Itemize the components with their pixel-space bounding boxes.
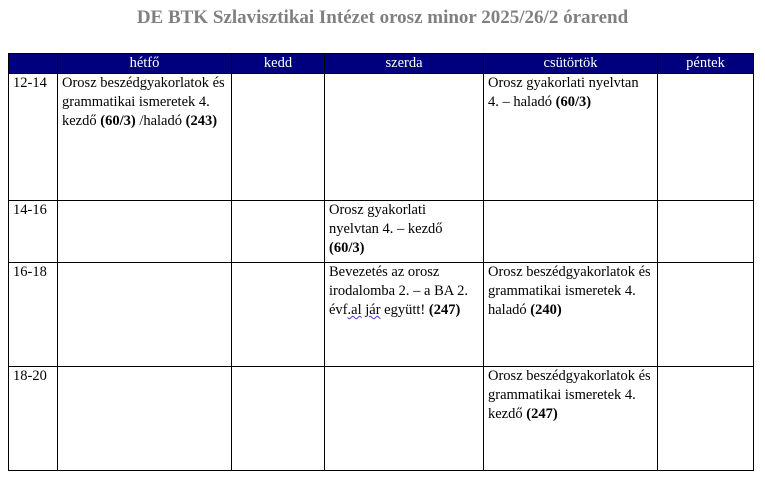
time-slot: 12-14 [9, 74, 58, 201]
class-text: együtt! [380, 302, 429, 318]
timetable [8, 53, 754, 471]
class-text: Orosz gyakorlati nyelvtan 4. – haladó [488, 75, 639, 110]
table-row [9, 367, 754, 471]
class-cell [484, 263, 658, 367]
room-label: (247) [526, 406, 558, 422]
table-row [9, 263, 754, 367]
spellcheck-text: .al [347, 302, 362, 318]
class-text: Orosz beszédgyakorlatok és grammatikai ismeretek 4. kezdő [488, 368, 651, 422]
class-cell [58, 74, 232, 201]
header-day-pentek: péntek [658, 54, 754, 74]
room-label: (60/3) [329, 240, 365, 256]
empty-cell [232, 367, 325, 471]
empty-cell [232, 201, 325, 263]
page-title: DE BTK Szlavisztikai Intézet orosz minor 2025/26/2 órarend [136, 7, 629, 28]
room-label: (247) [428, 302, 461, 318]
empty-cell [325, 367, 484, 471]
class-cell [484, 74, 658, 201]
empty-cell [658, 263, 754, 367]
empty-cell [58, 201, 232, 263]
class-cell [484, 367, 658, 471]
empty-cell [58, 367, 232, 471]
room-label: (240) [530, 302, 562, 318]
room-label: (243) [185, 113, 218, 129]
time-slot: 16-18 [9, 263, 58, 367]
empty-cell [658, 201, 754, 263]
class-cell [325, 201, 484, 263]
empty-cell [232, 263, 325, 367]
table-row [9, 201, 754, 263]
header-day-kedd: kedd [232, 54, 325, 74]
empty-cell [232, 74, 325, 201]
empty-cell [58, 263, 232, 367]
room-label: (60/3) [555, 94, 592, 110]
time-slot: 18-20 [9, 367, 58, 471]
empty-cell [484, 201, 658, 263]
empty-cell [658, 74, 754, 201]
header-row [9, 54, 754, 74]
class-cell [325, 263, 484, 367]
table-row [9, 74, 754, 201]
header-corner [9, 54, 58, 74]
spellcheck-text: jár [365, 302, 381, 318]
time-slot: 14-16 [9, 201, 58, 263]
room-label: (60/3) [100, 113, 136, 129]
class-text: Orosz beszédgyakorlatok és grammatikai ismeretek 4. kezdő [62, 75, 225, 129]
class-text: Orosz gyakorlati nyelvtan 4. – kezdő [329, 202, 443, 237]
class-text: Bevezetés az orosz irodalomba 2. – a BA 2. évf [329, 264, 468, 318]
empty-cell [658, 367, 754, 471]
header-day-csutortok: csütörtök [484, 54, 658, 74]
class-text: /haladó [135, 113, 186, 129]
class-text: Orosz beszédgyakorlatok és grammatikai ismeretek 4. haladó [488, 264, 651, 318]
header-day-szerda: szerda [325, 54, 484, 74]
empty-cell [325, 74, 484, 201]
header-day-hetfo: hétfő [58, 54, 232, 74]
